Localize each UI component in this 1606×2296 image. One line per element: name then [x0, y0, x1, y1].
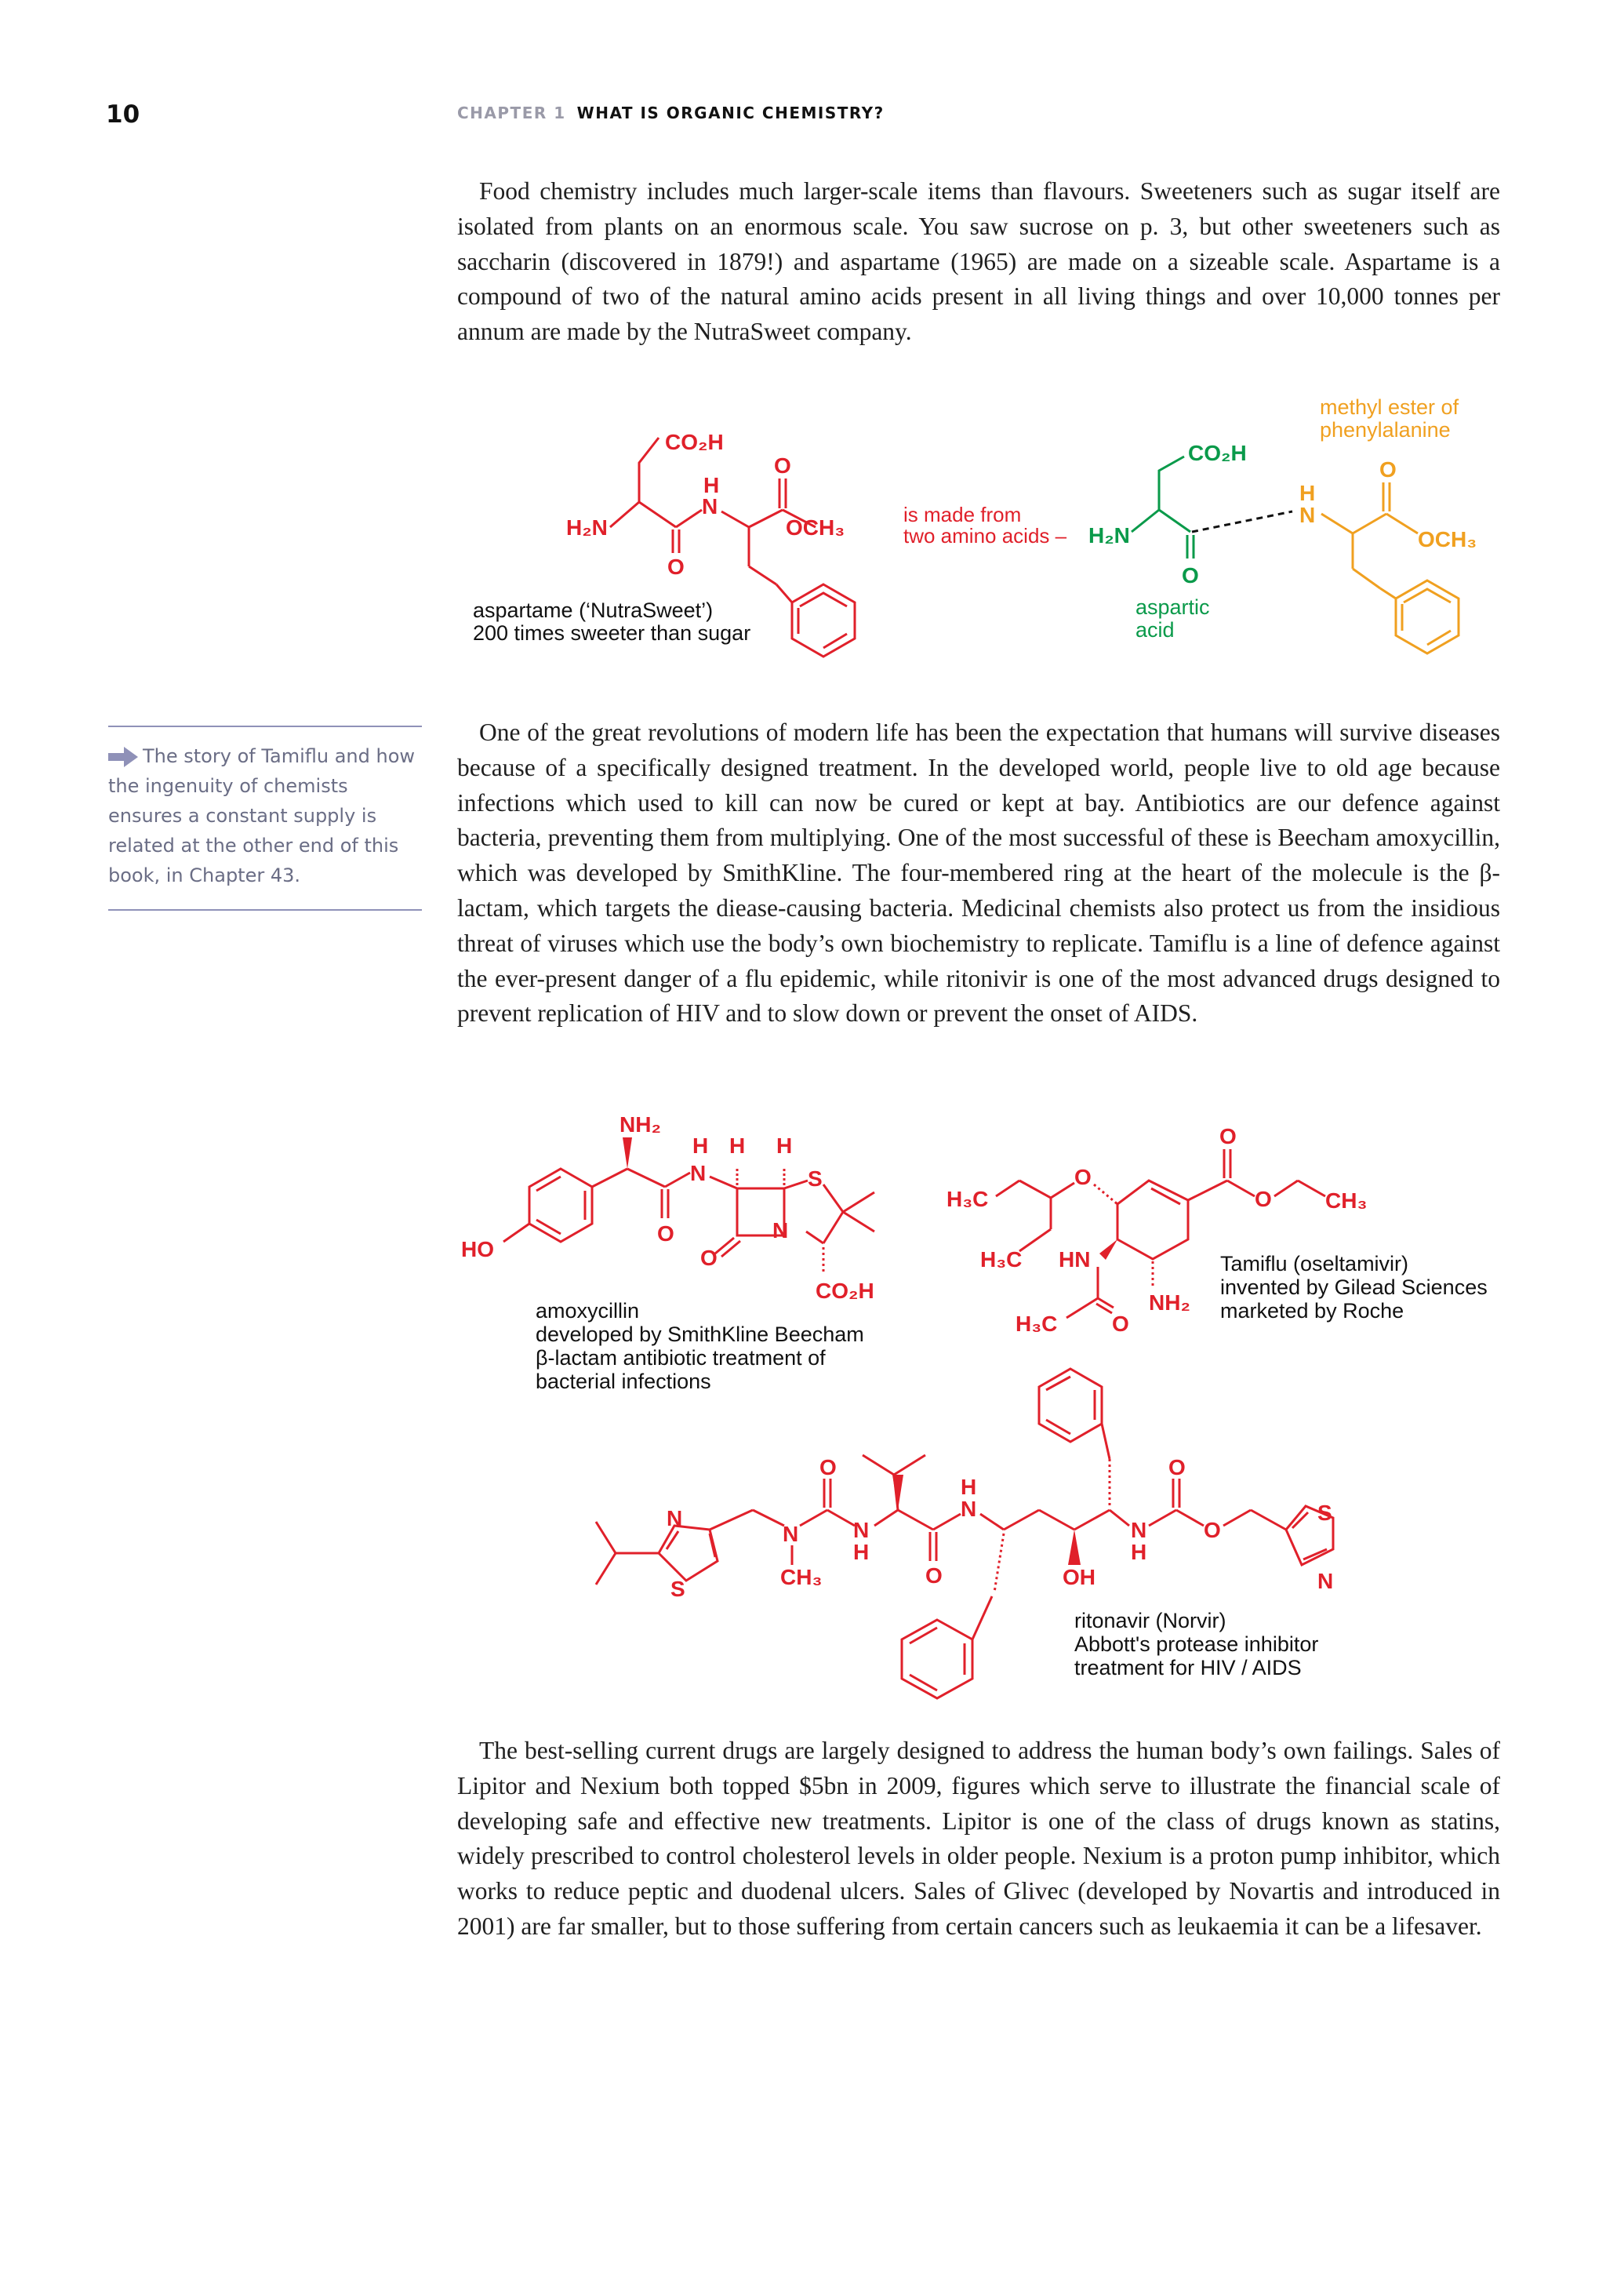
tamiflu-ch3: CH₃ [1325, 1188, 1368, 1213]
aspartic-h2n: H₂N [1088, 523, 1130, 548]
tamiflu-nh2: NH₂ [1149, 1290, 1190, 1315]
amoxycillin-caption-1: amoxycillin [536, 1299, 640, 1323]
tamiflu-h3c-1: H₃C [947, 1187, 989, 1211]
amoxycillin-h-1: H [692, 1133, 709, 1158]
aspartame-co2h: CO₂H [665, 430, 724, 454]
chapter-title: WHAT IS ORGANIC CHEMISTRY? [576, 104, 885, 122]
phenylalanine-och3: OCH₃ [1418, 527, 1477, 551]
page-number: 10 [106, 100, 140, 129]
tamiflu-o-carbonyl: O [1219, 1124, 1237, 1148]
amoxycillin-ho: HO [461, 1237, 494, 1261]
made-from-line-1: is made from [903, 503, 1022, 526]
phenylalanine-h: H [1299, 481, 1316, 505]
aspartic-o: O [1182, 563, 1199, 588]
ritonavir-o-2: O [925, 1563, 943, 1588]
ritonavir-nh-1-h: H [853, 1540, 870, 1564]
tamiflu-caption-3: marketed by Roche [1220, 1299, 1404, 1323]
ritonavir-caption-1: ritonavir (Norvir) [1074, 1609, 1226, 1632]
ritonavir-s-thiazole-2: S [1317, 1501, 1332, 1525]
tamiflu-o-ether: O [1074, 1165, 1092, 1189]
ritonavir-o-3: O [1168, 1455, 1186, 1479]
ritonavir-ch3: CH₃ [780, 1565, 823, 1589]
aspartic-label-2: acid [1135, 618, 1175, 642]
amoxycillin-nh2: NH₂ [620, 1112, 661, 1137]
tamiflu-caption-2: invented by Gilead Sciences [1220, 1275, 1488, 1299]
ritonavir-nh-2-n: N [961, 1497, 977, 1521]
ritonavir-caption-2: Abbott's protease inhibitor [1074, 1632, 1319, 1656]
aspartic-co2h: CO₂H [1188, 441, 1247, 465]
ritonavir-wedge-2 [1068, 1530, 1081, 1565]
aspartame-n: N [702, 494, 718, 519]
amoxycillin-h-3: H [776, 1133, 793, 1158]
amoxycillin-o-2: O [700, 1246, 718, 1270]
aspartame-o-bottom: O [667, 555, 685, 579]
ritonavir-n-methyl: N [783, 1522, 799, 1546]
made-from-line-2: two amino acids – [903, 524, 1067, 548]
tamiflu-caption-1: Tamiflu (oseltamivir) [1220, 1252, 1409, 1275]
amoxycillin-caption-2: developed by SmithKline Beecham [536, 1323, 864, 1346]
tamiflu-wedge [1099, 1239, 1117, 1260]
aspartic-label-1: aspartic [1135, 595, 1210, 619]
ritonavir-nh-3-h: H [1131, 1540, 1147, 1564]
phenylalanine-o: O [1379, 457, 1397, 482]
chapter-label: CHAPTER 1 [457, 104, 566, 122]
ritonavir-nh-1-n: N [853, 1518, 870, 1542]
ritonavir-nh-3-n: N [1131, 1518, 1147, 1542]
phenylalanine-label-2: phenylalanine [1320, 418, 1451, 442]
aspartame-h: H [703, 473, 720, 497]
aspartame-caption-2: 200 times sweeter than sugar [473, 621, 751, 645]
paragraph-food-chemistry: Food chemistry includes much larger-scale items than flavours. Sweeteners such as sugar itself are isolated from plants on an enormous scale. You saw sucrose on p. 3, but other sweeteners such as saccharin (discovered in 1879!) and aspartame (1965) are made on a sizeable scale. Aspartame is a compound of two of the natural amino acids present in all living things and over 10,000 tonnes per annum are made by the NutraSweet company. [457, 177, 1500, 346]
phenylalanine-label-1: methyl ester of [1320, 395, 1459, 419]
aspartame-caption-1: aspartame (‘NutraSweet’) [473, 599, 714, 622]
amoxycillin-caption-3: β-lactam antibiotic treatment of [536, 1346, 826, 1370]
paragraph-drug-revolutions: One of the great revolutions of modern life has been the expectation that humans will survive diseases because of a specifically designed treatment. In the developed world, people live to old age because infections which used to kill can now be cured or kept at bay. Antibiotics are our defence against bacteria, preventing them from multiplying. One of the most successful of these is Beecham amoxycillin, which was developed by SmithKline. The four-membered ring at the heart of the molecule is the β-lactam, which targets the diease-causing bacteria. Medicinal chemists also protect us from the insidious threat of viruses which use the body’s own biochemistry to replicate. Tamiflu is a line of defence against the ever-present danger of a flu epidemic, while ritonivir is one of the most advanced drugs designed to prevent replication of HIV and to slow down or prevent the onset of AIDS. [457, 719, 1500, 1028]
ritonavir-wedge-1 [892, 1475, 903, 1510]
amoxycillin-caption-4: bacterial infections [536, 1370, 711, 1393]
tamiflu-hn: HN [1059, 1247, 1091, 1272]
aspartame-h2n: H₂N [566, 515, 608, 540]
tamiflu-o-ester: O [1255, 1187, 1272, 1211]
ritonavir-oh: OH [1063, 1565, 1095, 1589]
amoxycillin-o-1: O [657, 1221, 674, 1246]
amoxycillin-n-1: N [690, 1161, 707, 1185]
tamiflu-h3c-2: H₃C [980, 1247, 1023, 1272]
amoxycillin-co2h: CO₂H [816, 1279, 874, 1303]
amoxycillin-n-2: N [772, 1218, 789, 1243]
ritonavir-nh-2-h: H [961, 1475, 977, 1499]
amoxycillin-wedge [623, 1137, 632, 1169]
ritonavir-n-thiazole-1: N [667, 1506, 683, 1530]
amoxycillin-s: S [808, 1166, 823, 1191]
ritonavir-caption-3: treatment for HIV / AIDS [1074, 1656, 1302, 1679]
aspartame-o-top: O [774, 453, 791, 478]
amoxycillin-h-2: H [729, 1133, 746, 1158]
tamiflu-h3c-3: H₃C [1016, 1312, 1058, 1336]
ritonavir-n-thiazole-2: N [1317, 1569, 1334, 1593]
paragraph-best-selling-drugs: The best-selling current drugs are largely designed to address the human body’s own failings. Sales of Lipitor and Nexium both topped $5bn in 2009, figures which serve to illustrate the financial scale of developing safe and effective new treatments. Lipitor is one of the class of drugs known as statins, widely prescribed to control cholesterol levels in older people. Nexium is a proton pump inhibitor, which works to reduce peptic and duodenal ulcers. Sales of Glivec (developed by Novartis and introduced in 2001) are far smaller, but to those suffering from certain cancers such as leukaemia it can be a lifesaver. [457, 1737, 1500, 1940]
aspartame-och3: OCH₃ [786, 515, 845, 540]
margin-note-text: The story of Tamiflu and how the ingenuity of chemists ensures a constant supply is related at the other end of this book, in Chapter 43. [108, 745, 416, 886]
ritonavir-o-1: O [819, 1455, 837, 1479]
ritonavir-o-ester: O [1204, 1518, 1221, 1542]
phenylalanine-n: N [1299, 503, 1316, 527]
tamiflu-o-amide: O [1112, 1312, 1129, 1336]
ritonavir-s-thiazole-1: S [670, 1577, 685, 1601]
